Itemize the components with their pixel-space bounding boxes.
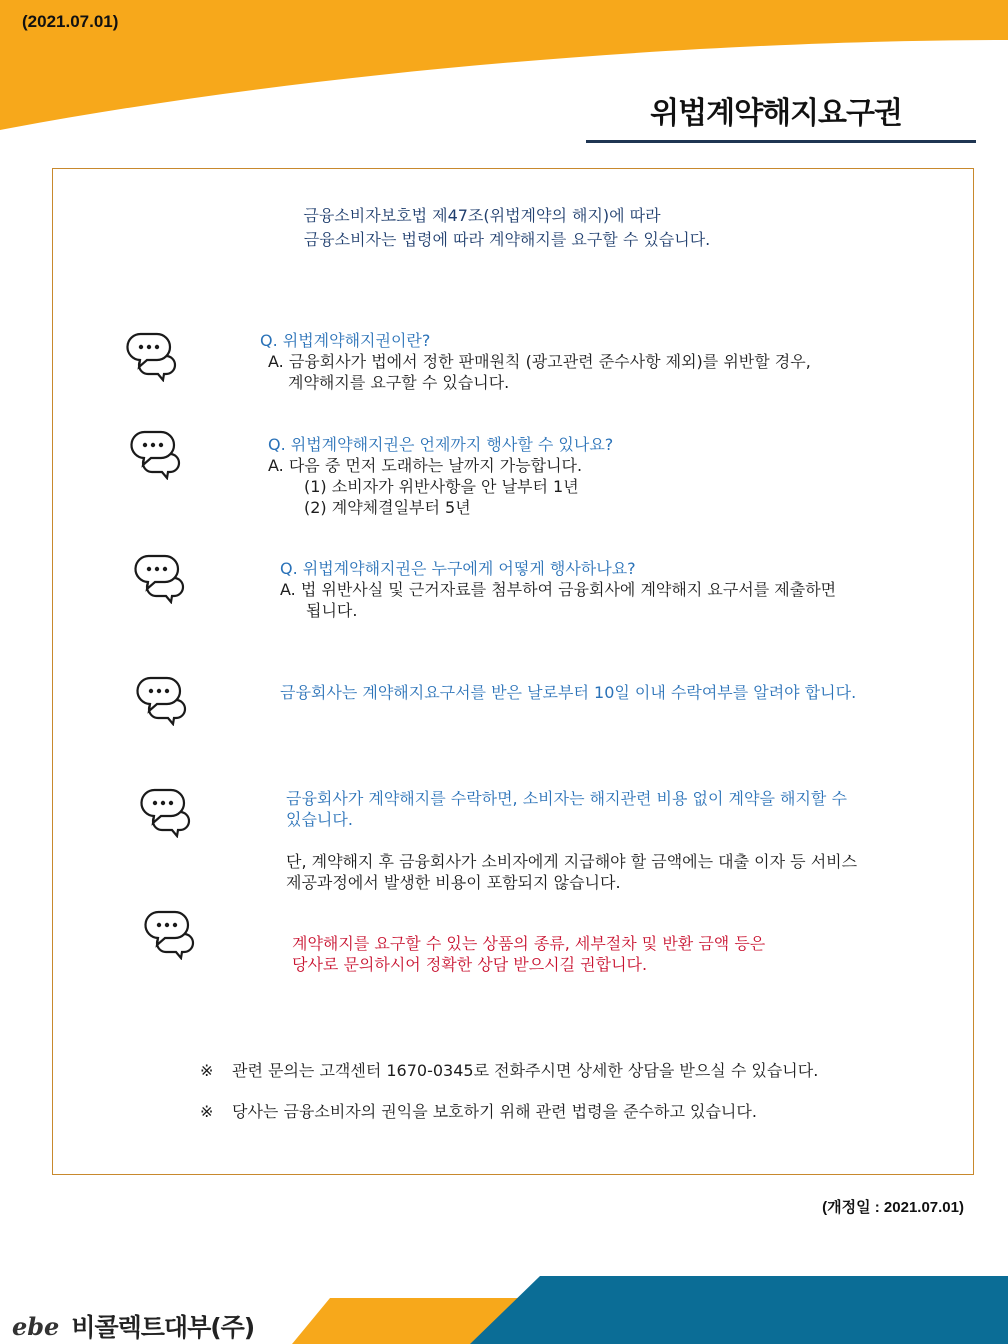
question: Q. 위법계약해지권은 언제까지 행사할 수 있나요? [268, 435, 614, 454]
question: Q. 위법계약해지권은 누구에게 어떻게 행사하나요? [280, 559, 636, 578]
reference-mark: ※ [200, 1061, 214, 1080]
note-compliance [200, 1099, 757, 1122]
acceptance-info [286, 788, 857, 893]
question: Q. 위법계약해지권이란? [260, 331, 431, 350]
intro-line-1: 금융소비자보호법 제47조(위법계약의 해지)에 따라 [303, 206, 661, 225]
acceptance-line: 있습니다. [286, 810, 353, 829]
exclusion-line: 제공과정에서 발생한 비용이 포함되지 않습니다. [286, 873, 621, 892]
note-text: 관련 문의는 고객센터 1670-0345로 전화주시면 상세한 상담을 받으실 수 있습니다. [232, 1061, 819, 1080]
consultation-warning [292, 933, 765, 975]
acceptance-line: 금융회사가 계약해지를 수락하면, 소비자는 해지관련 비용 없이 계약을 해지할 수 [286, 789, 847, 808]
answer-line: A. 법 위반사실 및 근거자료를 첨부하여 금융회사에 계약해지 요구서를 제출하면 [280, 580, 837, 599]
qa-block-deadline [268, 434, 613, 518]
chat-bubbles-icon [142, 906, 196, 960]
intro-text [52, 204, 962, 252]
qa-block-definition [260, 330, 811, 393]
exclusion-line: 단, 계약해지 후 금융회사가 소비자에게 지급해야 할 금액에는 대출 이자 등 서비스 [286, 852, 858, 871]
content-frame [52, 168, 974, 1175]
reference-mark: ※ [200, 1102, 214, 1121]
company-logo [12, 1308, 254, 1344]
answer-line: (1) 소비자가 위반사항을 안 날부터 1년 [304, 477, 579, 496]
header-date: (2021.07.01) [22, 12, 119, 31]
warning-line: 계약해지를 요구할 수 있는 상품의 종류, 세부절차 및 반환 금액 등은 [292, 934, 766, 953]
chat-bubbles-icon [134, 672, 188, 726]
revision-date: (개정일 : 2021.07.01) [822, 1199, 964, 1216]
chat-bubbles-icon [124, 328, 178, 382]
chat-bubbles-icon [128, 426, 182, 480]
answer-line: A. 다음 중 먼저 도래하는 날까지 가능합니다. [268, 456, 583, 475]
chat-bubbles-icon [132, 550, 186, 604]
company-name: 비콜렉트대부(주) [71, 1313, 255, 1342]
notice-10-days: 금융회사는 계약해지요구서를 받은 날로부터 10일 이내 수락여부를 알려야 합니다. [280, 683, 857, 702]
note-customer-center [200, 1058, 818, 1081]
logo-mark: ebe [12, 1311, 60, 1341]
qa-block-how-to-exercise [280, 558, 836, 621]
answer-line: (2) 계약체결일부터 5년 [304, 498, 471, 517]
answer-line: A. 금융회사가 법에서 정한 판매원칙 (광고관련 준수사항 제외)를 위반할 경우, [268, 352, 811, 371]
answer-line: 됩니다. [306, 601, 358, 620]
note-text: 당사는 금융소비자의 권익을 보호하기 위해 관련 법령을 준수하고 있습니다. [232, 1102, 757, 1121]
title-underline [586, 140, 976, 143]
intro-line-2: 금융소비자는 법령에 따라 계약해지를 요구할 수 있습니다. [303, 230, 711, 249]
answer-line: 계약해지를 요구할 수 있습니다. [288, 373, 510, 392]
warning-line: 당사로 문의하시어 정확한 상담 받으시길 권합니다. [292, 955, 648, 974]
chat-bubbles-icon [138, 784, 192, 838]
page-title: 위법계약해지요구권 [650, 96, 902, 131]
